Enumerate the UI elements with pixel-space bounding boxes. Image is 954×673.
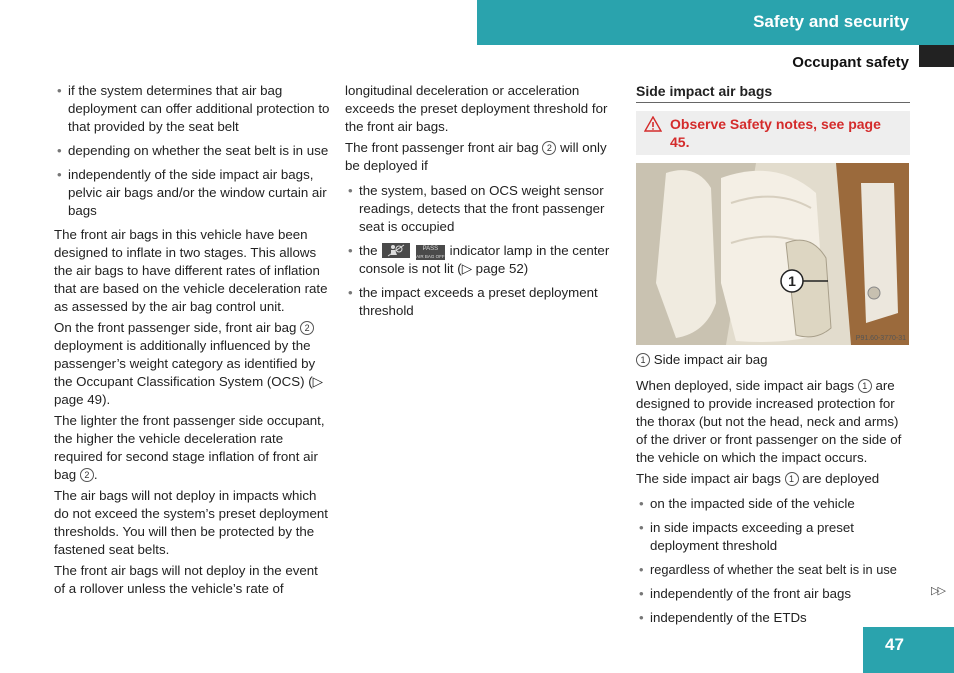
paragraph: The air bags will not deploy in impacts which do not exceed the system’s preset deployment thresholds. You will then be protected by the fastened seat belts. [54, 488, 328, 557]
column-3 [636, 82, 910, 633]
bullet-list [345, 182, 621, 320]
text: will only be deployed if [345, 140, 607, 173]
list-item: • the impact exceeds a preset deployment threshold [345, 284, 621, 320]
warning-box [636, 111, 910, 155]
section-title: Occupant safety [792, 54, 909, 71]
page-number-box [863, 627, 954, 673]
callout-2-icon: 2 [300, 321, 314, 335]
list-item: • on the impacted side of the vehicle [636, 495, 910, 513]
section-tab-marker [919, 45, 954, 67]
page-number: 47 [885, 635, 904, 654]
text: On the front passenger side, front air bag [54, 320, 297, 335]
continued-arrow-icon: ▷▷ [931, 585, 944, 597]
list-item: • in side impacts exceeding a preset deployment threshold [636, 519, 910, 555]
warning-text-link[interactable]: Observe Safety notes, see page 45. [670, 116, 881, 150]
chapter-title: Safety and security [753, 12, 909, 31]
list-item: • independently of the front air bags [636, 585, 910, 603]
photo-callout-1: 1 [788, 273, 796, 289]
list-item: • regardless of whether the seat belt is in use [636, 561, 910, 579]
caption [636, 351, 910, 369]
text: When deployed, side impact air bags [636, 378, 855, 393]
paragraph [636, 470, 910, 488]
column-2 [345, 82, 621, 326]
list-item: • independently of the side impact air bags, pelvic air bags and/or the window curtain air bags [54, 166, 330, 220]
paragraph: longitudinal deceleration or acceleration exceeds the preset deployment threshold for the front air bags. [345, 83, 608, 134]
lamp-label-top: PASS [422, 246, 439, 252]
caption-text: Side impact air bag [653, 352, 768, 367]
callout-1-icon: 1 [858, 379, 872, 393]
paragraph [345, 139, 621, 175]
callout-1-icon: 1 [636, 353, 650, 367]
text: . [93, 467, 98, 482]
text: the [359, 243, 378, 258]
paragraph: The front air bags in this vehicle have been designed to inflate in two stages. This allows the air bags to have different rates of inflation that are based on the vehicle deceleration rate as assessed by the air bag control unit. [54, 227, 328, 314]
text: are designed to provide increased protection for the thorax (but not the head, neck and arms) of the driver or front passenger on the side of the vehicle on which the impact occurs. [636, 378, 902, 465]
ref-arrow-icon: ▷ [461, 261, 472, 276]
paragraph [54, 412, 330, 484]
page-reference-link[interactable]: page 49). [54, 392, 111, 407]
pass-airbag-off-lamp-icon [416, 245, 445, 260]
header-bar [477, 0, 954, 45]
ref-arrow-icon: ▷ [312, 374, 323, 389]
text: deployment is additionally influenced by the passenger’s weight category as identified by the Occupant Classification System (OCS) ( [54, 338, 316, 389]
text: The front passenger front air bag [345, 140, 539, 155]
paragraph [54, 319, 330, 409]
paragraph [636, 377, 910, 467]
photo-code: P91.60-3770-31 [855, 335, 906, 342]
paragraph: The front air bags will not deploy in the event of a rollover unless the vehicle’s rate of [54, 563, 318, 596]
list-item: • the system, based on OCS weight sensor readings, detects that the front passenger seat is occupied [345, 182, 621, 236]
page-reference-link[interactable]: page 52) [475, 261, 529, 276]
lamp-label-bottom: AIR BAG OFF [416, 254, 445, 259]
text: indicator lamp in the center console is not lit ( [359, 243, 610, 276]
text: are deployed [802, 471, 880, 486]
seat-airbag-photo [636, 163, 909, 345]
list-item [345, 242, 621, 278]
callout-1-icon: 1 [785, 472, 799, 486]
list-item: • if the system determines that air bag deployment can offer additional protection to that provided by the seat belt [54, 82, 330, 136]
bullet-list [54, 82, 330, 220]
text: The side impact air bags [636, 471, 781, 486]
callout-2-icon: 2 [542, 141, 556, 155]
bullet-list [636, 495, 910, 627]
subsection-title: Side impact air bags [636, 82, 910, 103]
text: The lighter the front passenger side occupant, the higher the vehicle deceleration rate required for second stage inflation of front air bag [54, 413, 325, 482]
list-item: • independently of the ETDs [636, 609, 910, 627]
callout-2-icon: 2 [80, 468, 94, 482]
passenger-airbag-icon [382, 243, 410, 258]
list-item: • depending on whether the seat belt is in use [54, 142, 330, 160]
column-1 [54, 82, 330, 601]
warning-triangle-icon [644, 116, 662, 136]
